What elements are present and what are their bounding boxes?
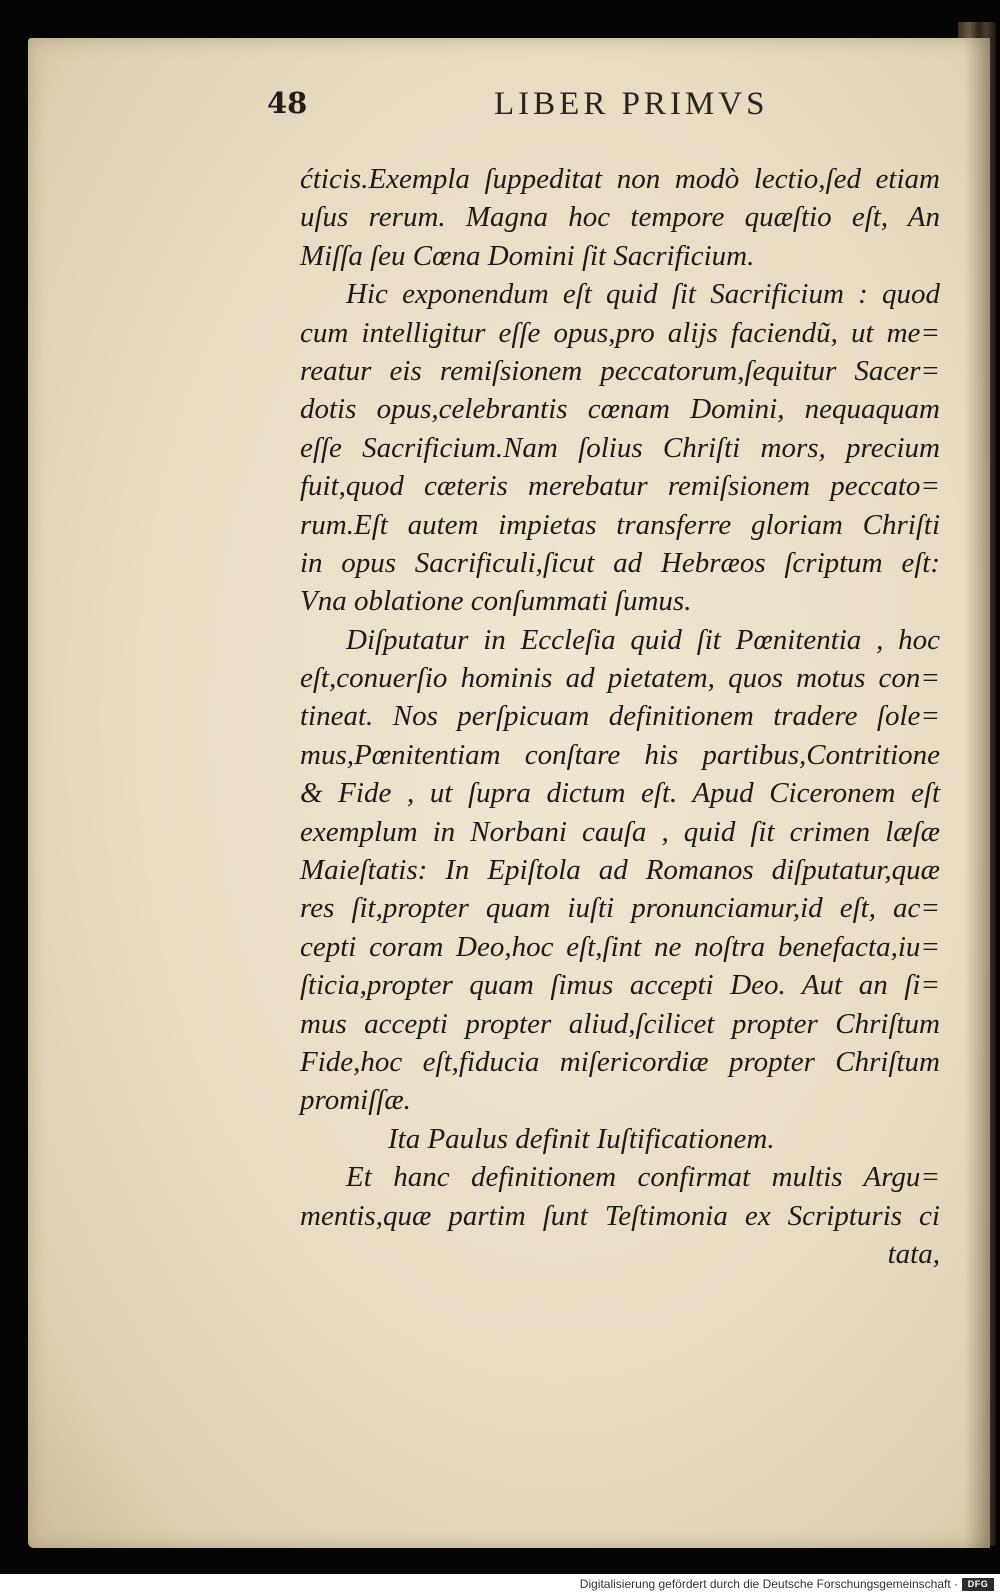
- text-line: reatur eis remiſsionem peccatorum,ſequitur Sacer=: [300, 354, 940, 387]
- text-line: mus accepti propter aliud,ſcilicet propter Chriſtum: [300, 1007, 940, 1040]
- text-line: mentis,quæ partim ſunt Teſtimonia ex Scripturis ci: [300, 1199, 940, 1232]
- text-line: eſt,conuerſio hominis ad pietatem, quos motus con=: [300, 662, 940, 695]
- text-block: [300, 160, 940, 1273]
- text-line: fuit,quod cæteris merebatur remiſsionem peccato=: [300, 470, 940, 503]
- text-line: cepti coram Deo,hoc eſt,ſint ne noſtra benefacta,iu=: [300, 930, 940, 963]
- text-line: exemplum in Norbani cauſa , quid ſit crimen læſæ: [300, 815, 940, 848]
- text-line: Maieſtatis: In Epiſtola ad Romanos diſputatur,quæ: [300, 854, 940, 887]
- dfg-logo-icon: DFG: [962, 1578, 994, 1591]
- text-line: tineat. Nos perſpicuam definitionem tradere ſole=: [300, 700, 940, 733]
- footer-bar: [0, 1574, 1000, 1596]
- funding-credit: Digitalisierung gefördert durch die Deutsche Forschungsgemeinschaft ·: [579, 1577, 958, 1591]
- text-line: & Fide , ut ſupra dictum eſt. Apud Ciceronem eſt: [300, 777, 940, 810]
- text-line: ćticis.Exempla ſuppeditat non modò lectio,ſed etiam: [300, 163, 940, 195]
- text-line: Diſputatur in Eccleſia quid ſit Pœnitentia , hoc: [346, 623, 940, 656]
- text-line: dotis opus,celebrantis cœnam Domini, nequaquam: [300, 393, 940, 426]
- text-line: res ſit,propter quam iuſti pronunciamur,id eſt, ac=: [300, 892, 940, 925]
- text-line: mus,Pœnitentiam conſtare his partibus,Contritione: [300, 738, 940, 771]
- page-number: 48: [267, 86, 308, 120]
- text-line: in opus Sacrificuli,ſicut ad Hebræos ſcriptum eſt:: [300, 546, 940, 579]
- text-line: Vna oblatione conſummati ſumus.: [300, 585, 692, 618]
- text-line: tata,: [887, 1237, 940, 1270]
- text-line: ſticia,propter quam ſimus accepti Deo. Aut an ſi=: [300, 969, 940, 1002]
- text-line: Fide,hoc eſt,fiducia miſericordiæ propter Chriſtum: [300, 1045, 940, 1078]
- text-line: cum intelligitur eſſe opus,pro alijs faciendũ, ut me=: [300, 316, 940, 349]
- text-line: Et hanc definitionem confirmat multis Argu=: [346, 1161, 940, 1194]
- text-line: uſus rerum. Magna hoc tempore quæſtio eſt, An: [300, 201, 940, 234]
- text-line: Ita Paulus definit Iuſtificationem.: [388, 1122, 775, 1155]
- running-title: LIBER PRIMVS: [494, 86, 769, 122]
- text-line: eſſe Sacrificium.Nam ſolius Chriſti mors, precium: [300, 431, 940, 464]
- text-line: Hic exponendum eſt quid ſit Sacrificium : quod: [346, 278, 940, 311]
- text-line: rum.Eſt autem impietas transferre gloriam Chriſti: [300, 508, 940, 541]
- text-line: promiſſæ.: [300, 1084, 411, 1117]
- text-line: Miſſa ſeu Cœna Domini ſit Sacrificium.: [300, 239, 755, 272]
